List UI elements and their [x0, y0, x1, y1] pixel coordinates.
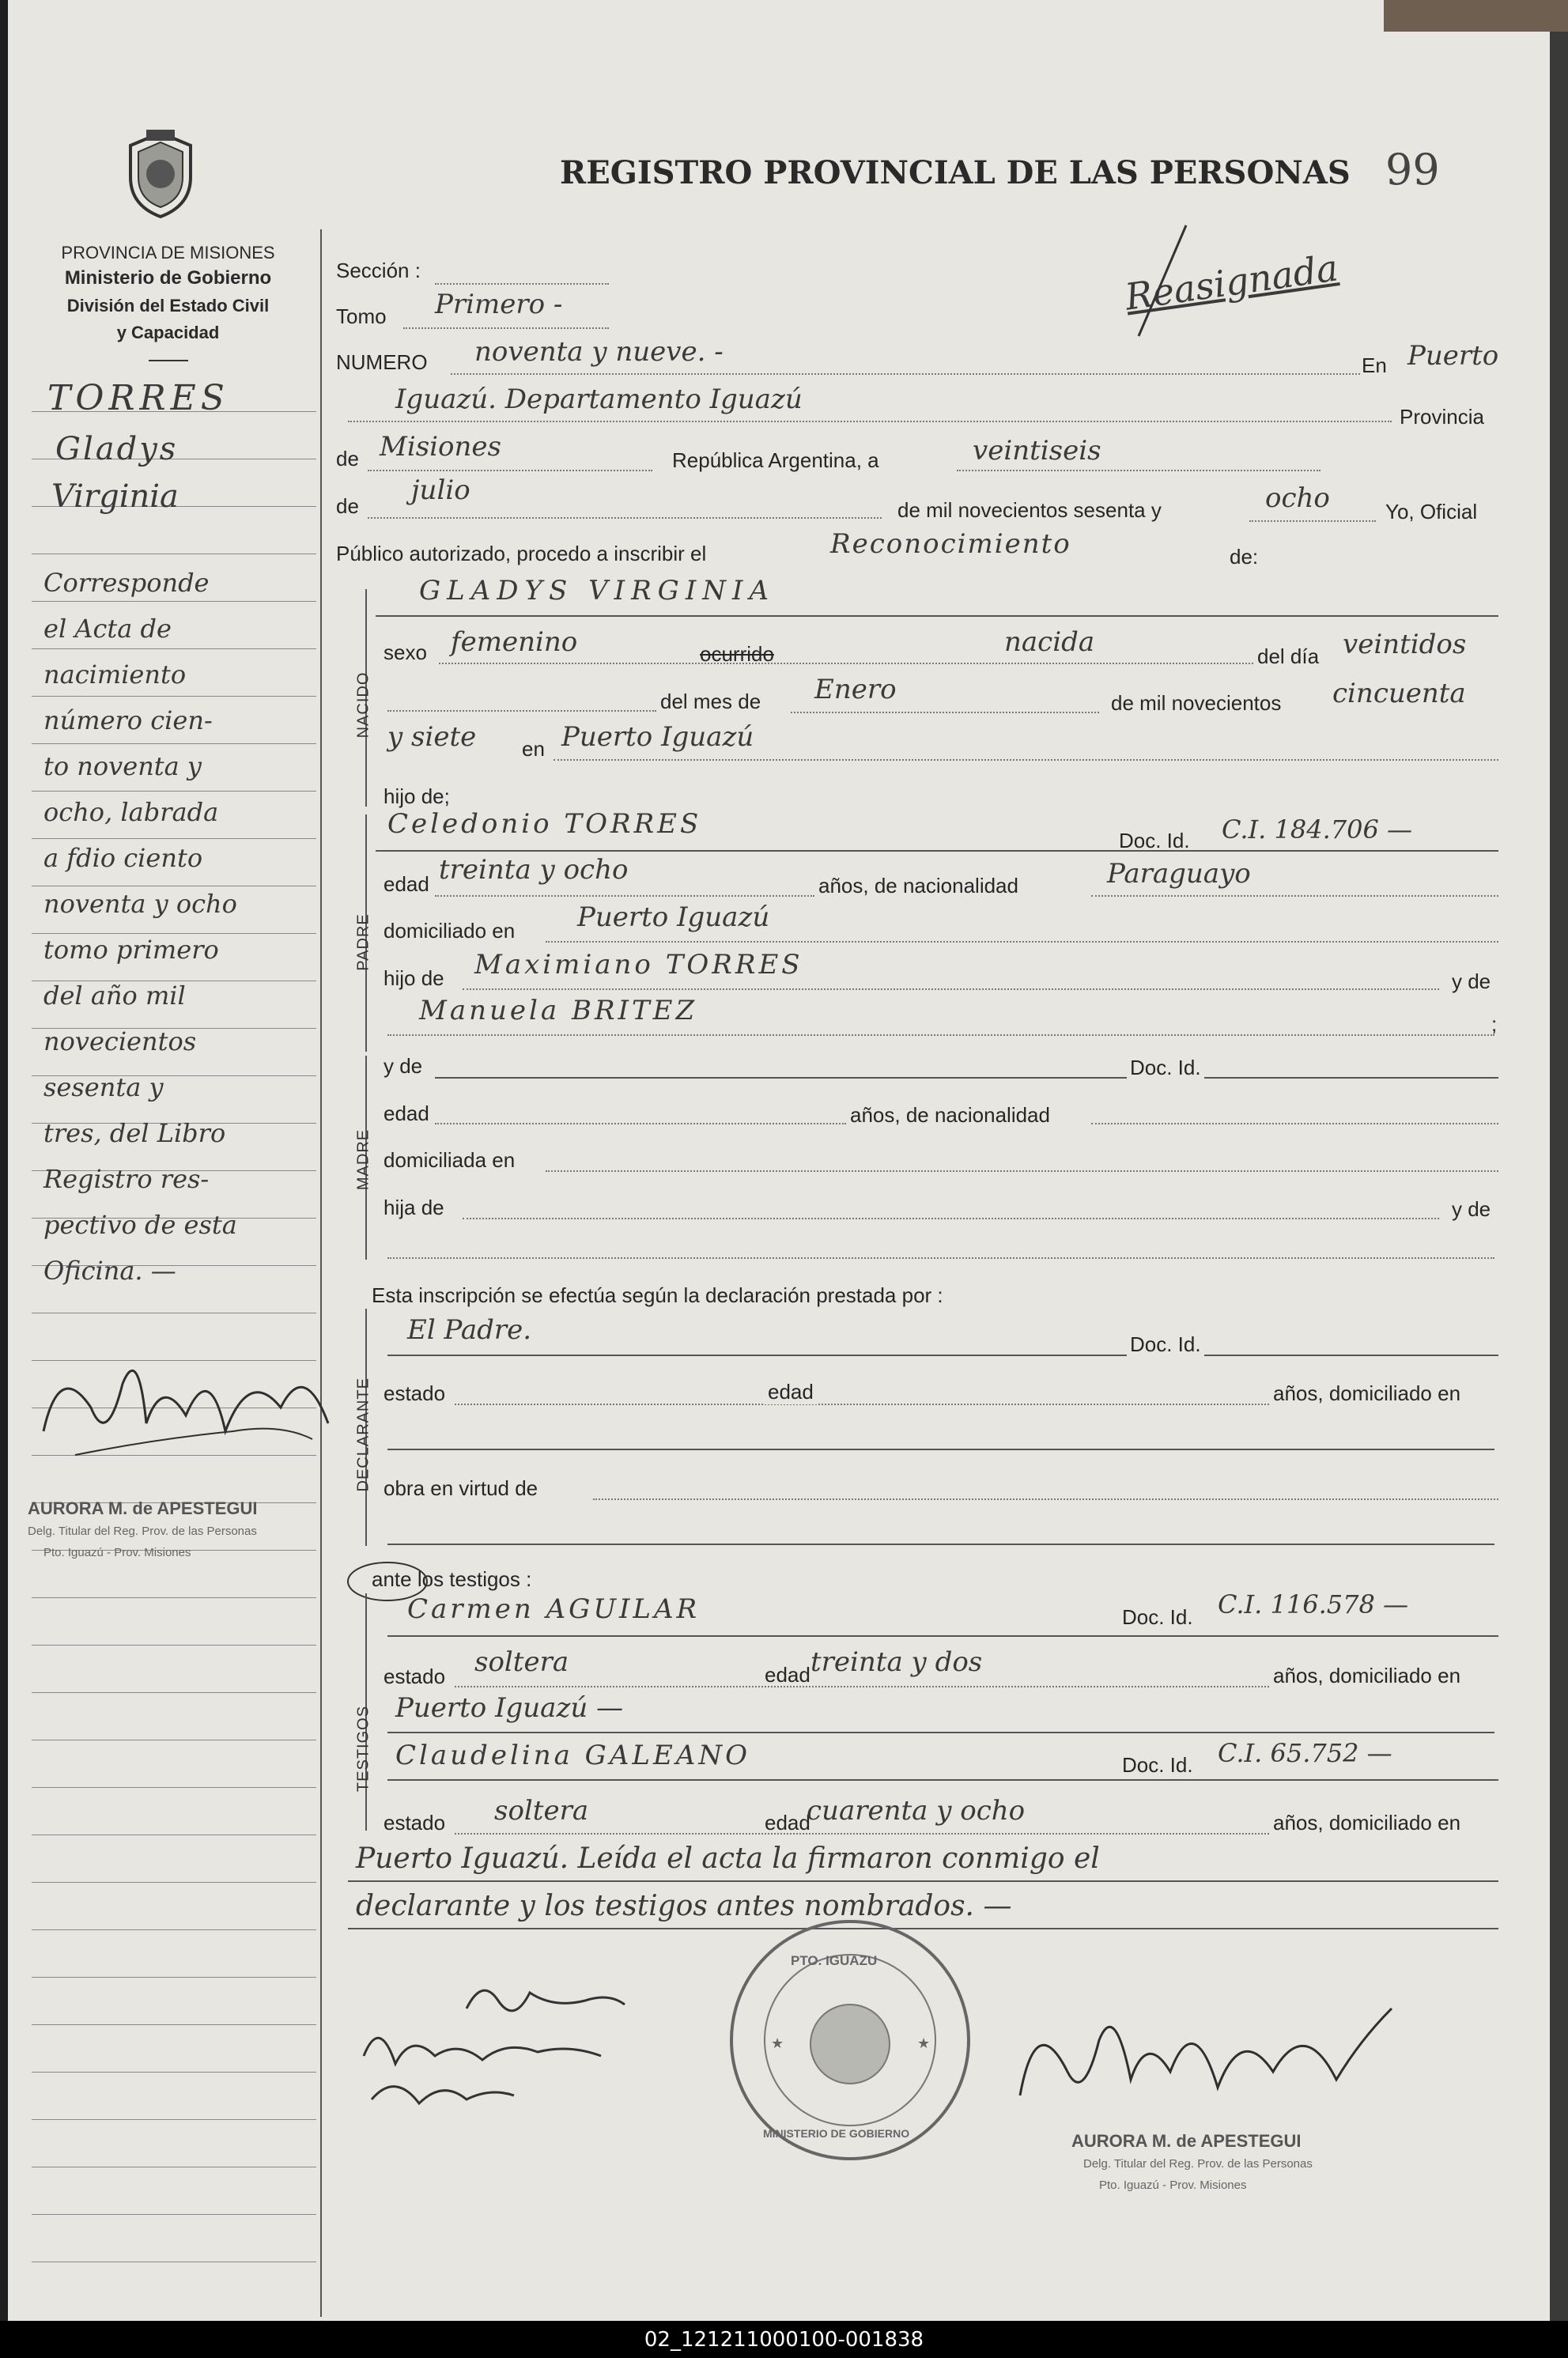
page-edge	[1550, 32, 1568, 2325]
numero-value: noventa y nueve. -	[474, 336, 724, 368]
sexo-line	[439, 663, 1253, 664]
ocurrido-value: nacida	[1004, 626, 1095, 658]
madre-nacionalidad-line	[1091, 1123, 1498, 1124]
testigo1-name-line	[387, 1635, 1498, 1637]
nacido-name: GLADYS VIRGINIA	[419, 575, 776, 607]
testigo2-estado-line	[455, 1833, 1269, 1835]
padre-doc-label: Doc. Id.	[1119, 829, 1190, 852]
margin-note-line: ocho, labrada	[43, 797, 219, 827]
margin-note-line: a fdio ciento	[43, 843, 203, 873]
closing-line-1	[348, 1880, 1498, 1882]
padre-edad-value: treinta y ocho	[439, 854, 629, 886]
division-label-1: División del Estado Civil	[66, 296, 270, 316]
padre-domicilio-label: domiciliado en	[383, 919, 516, 943]
hijo-de-label: hijo de;	[383, 784, 450, 808]
margin-ruled-line	[32, 1692, 316, 1693]
seal-bottom-text: MINISTERIO DE GOBIERNO	[763, 2127, 910, 2140]
padre-nacionalidad-line	[1091, 895, 1498, 897]
testigo2-doc-value: C.I. 65.752 —	[1218, 1738, 1392, 1768]
publico-label: Público autorizado, procedo a inscribir el	[336, 542, 707, 565]
testigo1-estado-line	[455, 1686, 1269, 1687]
madre-y-de2-label: y de	[1452, 1197, 1491, 1221]
margin-note-line: del año mil	[43, 981, 186, 1011]
testigo1-doc-label: Doc. Id.	[1119, 1605, 1196, 1630]
margin-ruled-line	[32, 1597, 316, 1598]
margin-ruled-line	[32, 1882, 316, 1883]
padre-semicolon: ;	[1491, 1012, 1498, 1036]
margin-stamp-line3: Pto. Iguazú - Prov. Misiones	[43, 1546, 191, 1559]
margin-ruled-line	[32, 1787, 316, 1788]
testigo1-estado-label: estado	[383, 1665, 446, 1688]
ocurrido-label: ocurrido	[700, 642, 774, 666]
month-value: julio	[411, 474, 470, 506]
sexo-label: sexo	[383, 641, 427, 664]
padre-y-de-label: y de	[1452, 969, 1491, 993]
padre-section-label: PADRE	[354, 913, 372, 971]
del-dia-label: del día	[1257, 644, 1320, 668]
page-number: 99	[1385, 145, 1440, 195]
madre-section-label: MADRE	[354, 1128, 372, 1191]
footer-code: 02_121211000100-001838	[644, 2328, 924, 2352]
nacido-section-label: NACIDO	[354, 671, 372, 739]
division-label-2: y Capacidad	[116, 323, 220, 342]
margin-ruled-line	[32, 1977, 316, 1978]
declarante-name: El Padre.	[407, 1314, 532, 1346]
testigo1-estado-value: soltera	[474, 1646, 569, 1678]
testigo2-name-line	[387, 1779, 1498, 1781]
margin-note-line: el Acta de	[43, 614, 172, 644]
lugar-value: Puerto Iguazú	[561, 721, 754, 753]
officer-signature	[1012, 1977, 1423, 2127]
padre-name: Celedonio TORRES	[387, 808, 702, 840]
declarante-intro: Esta inscripción se efectúa según la declaración prestada por :	[372, 1283, 943, 1307]
declarante-doc-label: Doc. Id.	[1127, 1332, 1204, 1357]
padre-madre-line	[387, 1034, 1494, 1036]
en-label: En	[1362, 353, 1387, 377]
testigos-ante-label: ante los testigos :	[372, 1567, 532, 1591]
margin-ruled-line	[32, 933, 316, 934]
numero-line	[451, 373, 1360, 375]
province-label: PROVINCIA DE MISIONES	[61, 243, 275, 263]
margin-ruled-line	[32, 2214, 316, 2215]
seccion-label: Sección :	[336, 259, 421, 282]
margin-given-1: Gladys	[55, 431, 179, 467]
margin-ruled-line	[32, 1929, 316, 1930]
en-value: Puerto	[1407, 340, 1499, 372]
officer-stamp-line2: Delg. Titular del Reg. Prov. de las Personas	[1083, 2157, 1313, 2171]
svg-text:★: ★	[771, 2035, 784, 2051]
tomo-value: Primero -	[435, 289, 563, 320]
margin-ruled-line	[32, 696, 316, 697]
mes-value: Enero	[814, 674, 897, 705]
binding-strip	[1384, 0, 1568, 32]
madre-hija-line	[463, 1218, 1439, 1219]
svg-text:★: ★	[917, 2035, 931, 2051]
margin-stamp-line2: Delg. Titular del Reg. Prov. de las Personas	[28, 1525, 257, 1538]
month-line	[368, 517, 882, 519]
officer-stamp-name: AURORA M. de APESTEGUI	[1071, 2131, 1302, 2151]
testigo2-doc-label: Doc. Id.	[1119, 1753, 1196, 1778]
ministry-label: Ministerio de Gobierno	[64, 267, 272, 289]
declarante-edad-label: edad	[765, 1380, 817, 1404]
madre-abuela-line	[387, 1257, 1494, 1259]
divider	[149, 360, 188, 361]
madre-hija-label: hija de	[383, 1196, 444, 1219]
act-value: Reconocimiento	[830, 528, 1071, 560]
padre-domicilio-line	[546, 941, 1498, 943]
madre-domicilio-label: domiciliada en	[383, 1148, 516, 1172]
testigo2-edad-label: edad	[765, 1811, 810, 1835]
madre-edad-label: edad	[383, 1102, 429, 1125]
margin-note-line: Registro res-	[43, 1164, 210, 1194]
madre-edad-line	[435, 1123, 846, 1124]
year-label: de mil novecientos sesenta y	[897, 498, 1162, 522]
dia-value: veintidos	[1343, 629, 1467, 660]
seal-top-text: PTO. IGUAZU	[791, 1953, 878, 1968]
declarante-estado-label: estado	[383, 1381, 446, 1405]
de2-label: de	[336, 494, 359, 518]
provincia-label: Provincia	[1400, 405, 1484, 429]
provincial-crest-icon	[121, 128, 200, 221]
officer-stamp-line3: Pto. Iguazú - Prov. Misiones	[1099, 2179, 1247, 2192]
padre-nacionalidad-label: años, de nacionalidad	[818, 874, 1018, 897]
mes-line	[791, 712, 1099, 713]
tomo-line	[403, 327, 609, 329]
padre-edad-line	[435, 895, 814, 897]
testigos-section-label: TESTIGOS	[354, 1705, 372, 1793]
de-label: de	[336, 447, 359, 470]
document-page	[8, 0, 1558, 2321]
testigo1-doc-value: C.I. 116.578 —	[1218, 1589, 1408, 1619]
margin-note-line: to noventa y	[43, 751, 202, 781]
padre-doc-value: C.I. 184.706 —	[1222, 814, 1412, 845]
margin-note-line: nacimiento	[43, 659, 187, 690]
margin-ruled-line	[32, 2119, 316, 2120]
testigo1-anios-label: años, domiciliado en	[1273, 1664, 1461, 1687]
padre-nacionalidad-value: Paraguayo	[1107, 858, 1251, 890]
margin-ruled-line	[32, 648, 316, 649]
declarante-section-label: DECLARANTE	[354, 1377, 372, 1492]
madre-doc-label: Doc. Id.	[1127, 1056, 1204, 1080]
declarante-anios-label: años, domiciliado en	[1273, 1381, 1461, 1405]
padre-hijo-line	[463, 988, 1439, 990]
margin-note-line: sesenta y	[43, 1072, 164, 1102]
madre-domicilio-line	[546, 1170, 1498, 1172]
testigo2-edad-value: cuarenta y ocho	[807, 1795, 1026, 1827]
declarante-obra-line-2	[387, 1544, 1494, 1545]
testigo1-edad-value: treinta y dos	[810, 1646, 983, 1678]
margin-given-2: Virginia	[51, 478, 179, 515]
testigo2-name: Claudelina GALEANO	[395, 1740, 750, 1771]
day-line	[957, 470, 1321, 471]
testigo1-edad-label: edad	[765, 1663, 810, 1687]
year-value: ocho	[1265, 482, 1330, 514]
margin-note-line: tomo primero	[43, 935, 219, 965]
sexo-value: femenino	[451, 626, 578, 658]
numero-label: NUMERO	[336, 350, 428, 374]
declarante-obra-label: obra en virtud de	[383, 1476, 538, 1500]
margin-stamp-name: AURORA M. de APESTEGUI	[28, 1498, 258, 1518]
margin-surname: TORRES	[47, 378, 229, 418]
madre-y-de-label: y de	[383, 1054, 423, 1078]
margin-border	[320, 229, 322, 2317]
margin-ruled-line	[32, 1645, 316, 1646]
place-line	[348, 421, 1392, 422]
annotation-reasignada: Reasignada	[1122, 246, 1341, 319]
day-value: veintiseis	[973, 435, 1101, 467]
mil-label: de mil novecientos	[1111, 691, 1282, 715]
margin-ruled-line	[32, 838, 316, 839]
margin-note-line: Corresponde	[43, 568, 210, 598]
seccion-line	[435, 283, 609, 285]
padre-edad-label: edad	[383, 872, 429, 896]
place-value: Iguazú. Departamento Iguazú	[395, 384, 803, 415]
de3-label: de:	[1230, 545, 1259, 569]
margin-ruled-line	[32, 743, 316, 744]
testigo2-anios-label: años, domiciliado en	[1273, 1811, 1461, 1835]
mes-pre-line	[387, 710, 656, 712]
padre-madre-value: Manuela BRITEZ	[419, 995, 698, 1026]
testigo1-name: Carmen AGUILAR	[407, 1593, 701, 1625]
margin-signature	[28, 1313, 344, 1487]
oficial-label: Yo, Oficial	[1385, 500, 1478, 523]
anio-value-2: y siete	[387, 721, 477, 753]
margin-note-line: Oficina. —	[43, 1256, 176, 1286]
republica-label: República Argentina, a	[672, 448, 879, 472]
testigo1-domicilio-line	[387, 1732, 1494, 1733]
margin-ruled-line	[32, 2024, 316, 2025]
year-line	[1249, 520, 1376, 522]
margin-ruled-line	[32, 2072, 316, 2073]
declarante-estado-line	[455, 1404, 1269, 1405]
witness-signatures	[348, 1969, 680, 2127]
closing-text-1: Puerto Iguazú. Leída el acta la firmaron conmigo el	[356, 1842, 1100, 1875]
nacido-en-label: en	[522, 737, 545, 761]
declarante-domicilio-line	[387, 1449, 1494, 1450]
madre-name-line	[435, 1077, 1498, 1079]
tomo-label: Tomo	[336, 304, 387, 328]
testigo2-estado-value: soltera	[494, 1795, 589, 1827]
padre-domicilio-value: Puerto Iguazú	[577, 901, 770, 933]
del-mes-label: del mes de	[660, 690, 761, 713]
margin-ruled-line	[32, 791, 316, 792]
testigo1-domicilio-value: Puerto Iguazú —	[395, 1692, 624, 1724]
margin-note-line: novecientos	[43, 1026, 197, 1056]
testigo2-estado-label: estado	[383, 1811, 446, 1835]
margin-note-line: noventa y ocho	[43, 889, 237, 919]
padre-padre-value: Maximiano TORRES	[474, 949, 803, 981]
province-value: Misiones	[380, 431, 501, 463]
page-title: REGISTRO PROVINCIAL DE LAS PERSONAS	[560, 154, 1351, 191]
anio-value: cincuenta	[1332, 678, 1466, 709]
declarante-obra-line	[593, 1498, 1498, 1500]
padre-name-line	[376, 850, 1498, 852]
province-line	[368, 470, 652, 471]
declarante-name-line	[387, 1355, 1498, 1356]
margin-note-line: pectivo de esta	[43, 1210, 237, 1240]
margin-note-line: tres, del Libro	[43, 1118, 226, 1148]
lugar-line	[554, 759, 1498, 761]
padre-hijo-label: hijo de	[383, 966, 444, 990]
madre-nacionalidad-label: años, de nacionalidad	[850, 1103, 1050, 1127]
margin-ruled-line	[32, 601, 316, 602]
annotation-stroke	[1123, 221, 1218, 340]
nacido-name-line	[376, 615, 1498, 617]
closing-text-2: declarante y los testigos antes nombrados. —	[356, 1890, 1012, 1922]
margin-note-line: número cien-	[43, 705, 213, 735]
